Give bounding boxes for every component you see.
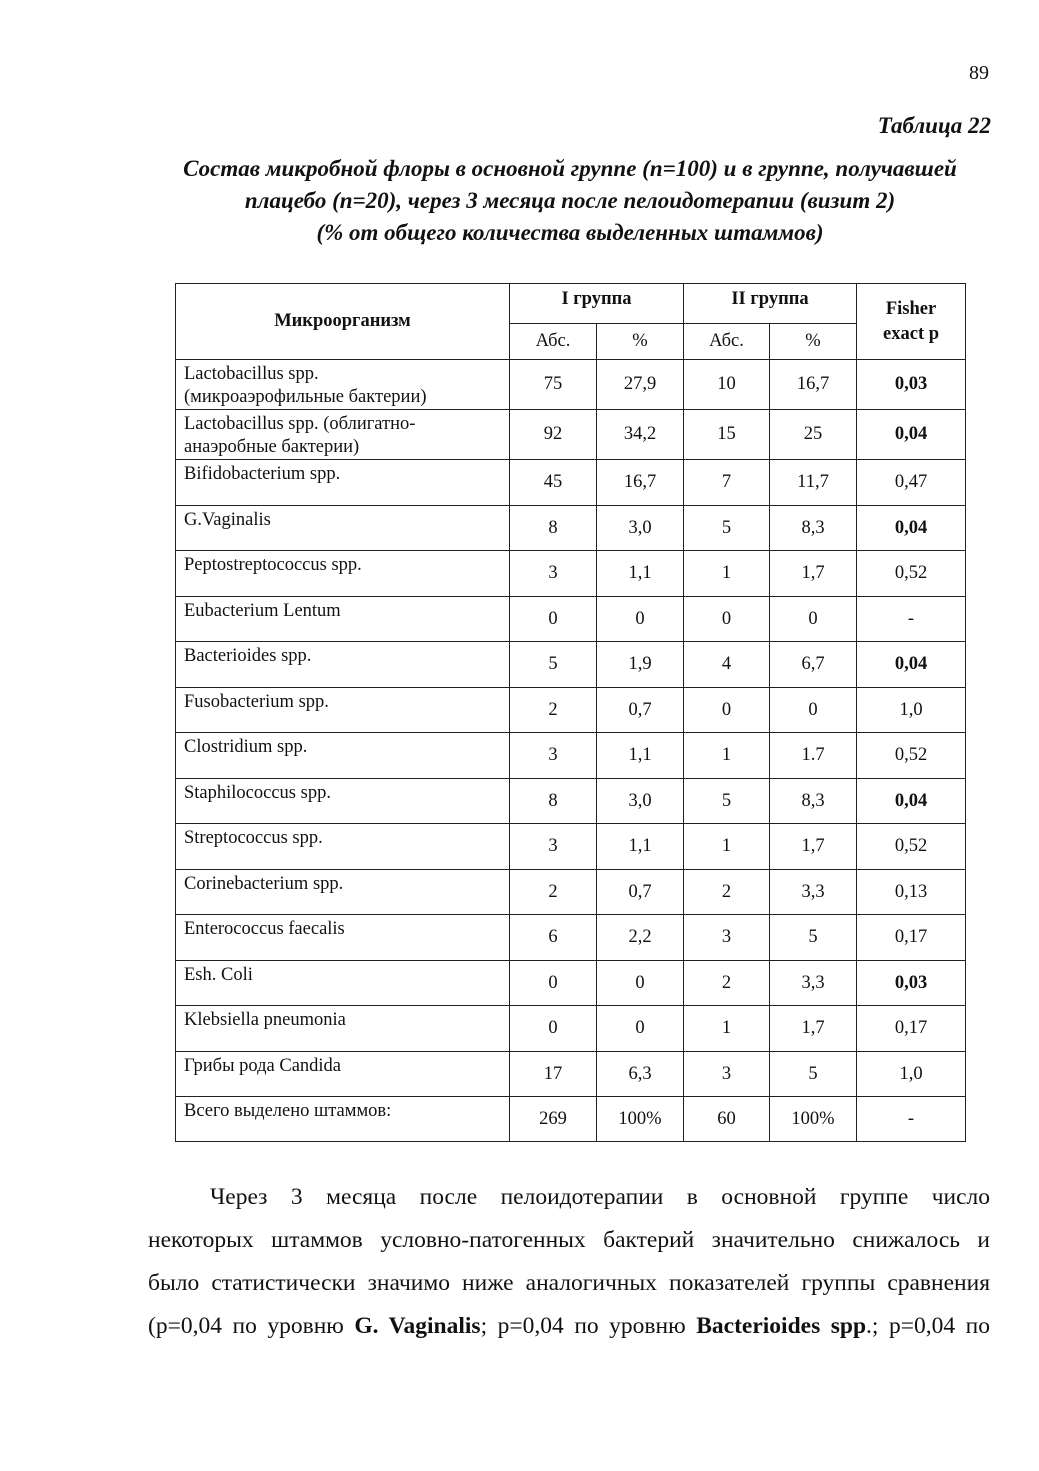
cell-g1-abs: 45 xyxy=(510,460,597,506)
cell-microorganism-line: Всего выделено штаммов: xyxy=(184,1101,392,1121)
paragraph-line-3: было статистически значимо ниже аналогичных показателей группы сравнения xyxy=(148,1270,990,1296)
cell-g2-abs: 3 xyxy=(684,1052,770,1097)
header-group-1: I группа xyxy=(510,284,684,324)
cell-g2-abs: 15 xyxy=(684,410,770,460)
cell-microorganism-line: Bifidobacterium spp. xyxy=(184,464,341,484)
cell-fisher-p: 1,0 xyxy=(857,688,966,733)
cell-g2-abs: 5 xyxy=(684,779,770,824)
body-paragraph xyxy=(148,1176,990,1348)
cell-microorganism xyxy=(176,870,510,915)
cell-g1-abs: 6 xyxy=(510,915,597,961)
cell-g1-abs: 3 xyxy=(510,824,597,870)
cell-fisher-p: 0,52 xyxy=(857,733,966,779)
paragraph-line-4-d: Bacterioides spp xyxy=(696,1313,867,1339)
cell-g2-pct: 3,3 xyxy=(770,870,857,915)
cell-g2-abs: 5 xyxy=(684,506,770,551)
page-number: 89 xyxy=(969,62,989,84)
cell-fisher-p: 0,13 xyxy=(857,870,966,915)
cell-microorganism-line: (микроаэрофильные бактерии) xyxy=(184,387,427,407)
cell-g2-pct: 16,7 xyxy=(770,360,857,410)
paragraph-line-4-b: G. Vaginalis xyxy=(354,1313,481,1339)
cell-fisher-p: 0,04 xyxy=(857,506,966,551)
header-g2-pct: % xyxy=(770,324,857,360)
cell-microorganism xyxy=(176,360,510,410)
cell-g2-abs: 1 xyxy=(684,1006,770,1052)
cell-fisher-p: 0,17 xyxy=(857,915,966,961)
header-g1-abs: Абс. xyxy=(510,324,597,360)
cell-g1-abs: 2 xyxy=(510,870,597,915)
cell-microorganism-line: Lactobacillus spp. (облигатно- xyxy=(184,414,416,434)
cell-microorganism-line: Klebsiella pneumonia xyxy=(184,1010,346,1030)
cell-microorganism xyxy=(176,642,510,688)
header-fisher-line1: Fisher xyxy=(885,298,937,319)
cell-g1-pct: 3,0 xyxy=(597,506,684,551)
table-row xyxy=(176,1006,966,1052)
cell-microorganism-line: Corinebacterium spp. xyxy=(184,874,344,894)
cell-g2-abs: 3 xyxy=(684,915,770,961)
cell-microorganism-line: Enterococcus faecalis xyxy=(184,919,345,939)
cell-g1-pct: 100% xyxy=(597,1097,684,1142)
table-label: Таблица 22 xyxy=(877,113,991,138)
cell-g1-pct: 27,9 xyxy=(597,360,684,410)
cell-g2-abs: 0 xyxy=(684,597,770,642)
table-row xyxy=(176,551,966,597)
table-row xyxy=(176,360,966,410)
cell-g1-pct: 16,7 xyxy=(597,460,684,506)
cell-g2-pct: 25 xyxy=(770,410,857,460)
cell-g1-abs: 92 xyxy=(510,410,597,460)
cell-fisher-p: 0,04 xyxy=(857,642,966,688)
cell-fisher-p: 0,52 xyxy=(857,551,966,597)
cell-g2-pct: 1,7 xyxy=(770,551,857,597)
cell-g2-pct: 1,7 xyxy=(770,1006,857,1052)
cell-g1-abs: 2 xyxy=(510,688,597,733)
cell-g1-abs: 17 xyxy=(510,1052,597,1097)
cell-microorganism-line: Staphilococcus spp. xyxy=(184,783,331,803)
table-row xyxy=(176,410,966,460)
cell-g2-pct: 1.7 xyxy=(770,733,857,779)
caption-line-2: плацебо (n=20), через 3 месяца после пелоидотерапии (визит 2) xyxy=(244,188,896,213)
cell-g1-pct: 1,1 xyxy=(597,551,684,597)
table-row xyxy=(176,779,966,824)
cell-g1-pct: 6,3 xyxy=(597,1052,684,1097)
cell-fisher-p: 0,04 xyxy=(857,779,966,824)
cell-microorganism-line: G.Vaginalis xyxy=(184,510,271,530)
cell-fisher-p: 0,03 xyxy=(857,360,966,410)
paragraph-line-1: Через 3 месяца после пелоидотерапии в основной группе число xyxy=(210,1184,990,1210)
cell-g2-pct: 3,3 xyxy=(770,961,857,1006)
cell-g1-abs: 75 xyxy=(510,360,597,410)
cell-fisher-p: - xyxy=(857,597,966,642)
cell-g1-pct: 0 xyxy=(597,1006,684,1052)
table-row xyxy=(176,1097,966,1142)
cell-g2-pct: 5 xyxy=(770,1052,857,1097)
cell-microorganism-line: Eubacterium Lentum xyxy=(184,601,341,621)
cell-g1-abs: 3 xyxy=(510,733,597,779)
cell-g2-abs: 2 xyxy=(684,961,770,1006)
cell-fisher-p: - xyxy=(857,1097,966,1142)
cell-fisher-p: 0,17 xyxy=(857,1006,966,1052)
cell-microorganism xyxy=(176,1006,510,1052)
cell-g2-pct: 1,7 xyxy=(770,824,857,870)
cell-microorganism xyxy=(176,961,510,1006)
cell-microorganism xyxy=(176,688,510,733)
cell-g2-abs: 7 xyxy=(684,460,770,506)
header-fisher-line2: exact p xyxy=(883,323,940,344)
table-caption xyxy=(100,153,1039,249)
cell-g1-pct: 3,0 xyxy=(597,779,684,824)
cell-microorganism-line: Esh. Coli xyxy=(184,965,253,985)
cell-g2-abs: 10 xyxy=(684,360,770,410)
caption-line-3: (% от общего количества выделенных штаммов) xyxy=(316,220,824,245)
table-row xyxy=(176,506,966,551)
table-row xyxy=(176,642,966,688)
cell-g1-abs: 5 xyxy=(510,642,597,688)
table-row xyxy=(176,597,966,642)
cell-microorganism-line: Streptococcus spp. xyxy=(184,828,323,848)
cell-fisher-p: 0,52 xyxy=(857,824,966,870)
cell-fisher-p: 1,0 xyxy=(857,1052,966,1097)
cell-microorganism xyxy=(176,824,510,870)
cell-g2-abs: 60 xyxy=(684,1097,770,1142)
cell-g1-abs: 0 xyxy=(510,597,597,642)
cell-microorganism xyxy=(176,733,510,779)
cell-g2-abs: 0 xyxy=(684,688,770,733)
cell-g1-pct: 1,1 xyxy=(597,733,684,779)
cell-microorganism-line: Грибы рода Candida xyxy=(184,1056,342,1076)
cell-microorganism xyxy=(176,410,510,460)
cell-g1-pct: 0,7 xyxy=(597,870,684,915)
cell-g1-pct: 1,9 xyxy=(597,642,684,688)
cell-g1-pct: 34,2 xyxy=(597,410,684,460)
table-row xyxy=(176,961,966,1006)
paragraph-line-4 xyxy=(148,1305,990,1348)
table-row xyxy=(176,688,966,733)
caption-line-1: Состав микробной флоры в основной группе (n=100) и в группе, получавшей xyxy=(183,156,957,181)
cell-g1-abs: 0 xyxy=(510,961,597,1006)
cell-microorganism xyxy=(176,506,510,551)
cell-g2-abs: 1 xyxy=(684,733,770,779)
table-row xyxy=(176,824,966,870)
cell-g1-pct: 0 xyxy=(597,961,684,1006)
cell-microorganism xyxy=(176,779,510,824)
cell-microorganism-line: Lactobacillus spp. xyxy=(184,364,319,384)
cell-fisher-p: 0,03 xyxy=(857,961,966,1006)
cell-microorganism-line: Bacterioides spp. xyxy=(184,646,312,666)
table-row xyxy=(176,1052,966,1097)
cell-fisher-p: 0,04 xyxy=(857,410,966,460)
cell-microorganism xyxy=(176,915,510,961)
cell-g2-pct: 5 xyxy=(770,915,857,961)
cell-g2-pct: 100% xyxy=(770,1097,857,1142)
paragraph-line-4-e: .; p=0,04 по xyxy=(866,1313,990,1339)
table-body xyxy=(176,360,966,1142)
cell-g1-abs: 8 xyxy=(510,506,597,551)
cell-g2-pct: 6,7 xyxy=(770,642,857,688)
paragraph-line-4-a: (p=0,04 по уровню xyxy=(148,1313,355,1339)
cell-microorganism xyxy=(176,1052,510,1097)
cell-microorganism xyxy=(176,1097,510,1142)
cell-g2-abs: 4 xyxy=(684,642,770,688)
cell-g1-pct: 1,1 xyxy=(597,824,684,870)
cell-g1-abs: 269 xyxy=(510,1097,597,1142)
cell-g1-pct: 0,7 xyxy=(597,688,684,733)
microflora-table xyxy=(175,283,966,1142)
header-group-2: II группа xyxy=(684,284,857,324)
cell-microorganism-line: Fusobacterium spp. xyxy=(184,692,329,712)
table-row xyxy=(176,733,966,779)
cell-microorganism xyxy=(176,597,510,642)
cell-g1-abs: 0 xyxy=(510,1006,597,1052)
cell-microorganism-line: анаэробные бактерии) xyxy=(184,437,360,457)
table-row xyxy=(176,915,966,961)
header-g1-pct: % xyxy=(597,324,684,360)
cell-g1-pct: 2,2 xyxy=(597,915,684,961)
header-microorganism: Микроорганизм xyxy=(176,284,510,360)
cell-g2-pct: 8,3 xyxy=(770,506,857,551)
cell-microorganism xyxy=(176,551,510,597)
cell-microorganism xyxy=(176,460,510,506)
cell-g1-abs: 3 xyxy=(510,551,597,597)
cell-g1-pct: 0 xyxy=(597,597,684,642)
header-g2-abs: Абс. xyxy=(684,324,770,360)
cell-g2-pct: 0 xyxy=(770,597,857,642)
paragraph-line-4-c: ; p=0,04 по уровню xyxy=(480,1313,697,1339)
cell-g2-pct: 0 xyxy=(770,688,857,733)
cell-g2-abs: 2 xyxy=(684,870,770,915)
header-fisher xyxy=(857,284,966,360)
cell-g2-pct: 8,3 xyxy=(770,779,857,824)
cell-g2-abs: 1 xyxy=(684,551,770,597)
cell-g2-pct: 11,7 xyxy=(770,460,857,506)
cell-microorganism-line: Clostridium spp. xyxy=(184,737,308,757)
cell-fisher-p: 0,47 xyxy=(857,460,966,506)
cell-microorganism-line: Peptostreptococcus spp. xyxy=(184,555,362,575)
cell-g1-abs: 8 xyxy=(510,779,597,824)
paragraph-line-2: некоторых штаммов условно-патогенных бактерий значительно снижалось и xyxy=(148,1227,990,1253)
table-row xyxy=(176,460,966,506)
cell-g2-abs: 1 xyxy=(684,824,770,870)
table-row xyxy=(176,870,966,915)
